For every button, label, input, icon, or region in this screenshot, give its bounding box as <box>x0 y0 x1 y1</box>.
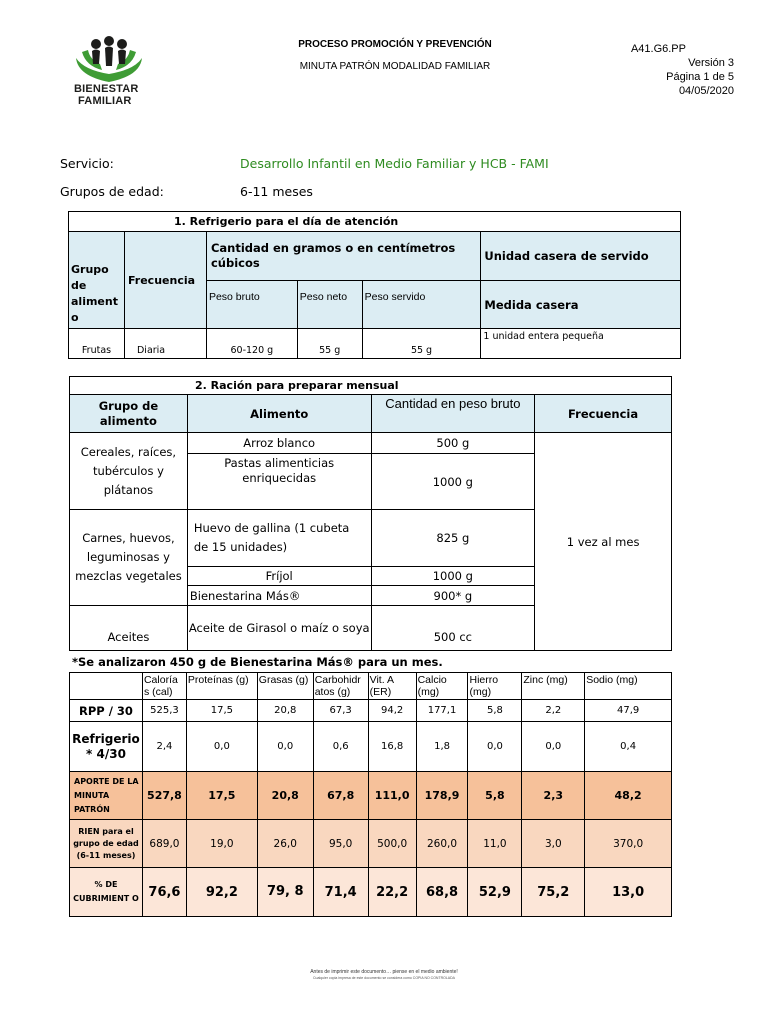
snack-table <box>68 211 681 359</box>
cell-value: 5,8 <box>468 700 522 722</box>
logo-text-familiar: FAMILIAR <box>78 95 132 107</box>
cell-value: 111,0 <box>368 772 416 820</box>
cell-value: 0,0 <box>257 722 313 772</box>
cell-value: 20,8 <box>257 772 313 820</box>
col-frequency: Frecuencia <box>535 395 672 433</box>
row-frequency: Diaria <box>124 329 206 359</box>
nutrient-header: Calcio (mg) <box>416 673 468 700</box>
food-qty: 500 g <box>371 433 535 454</box>
cell-value: 67,3 <box>313 700 368 722</box>
cell-value: 0,0 <box>468 722 522 772</box>
cell-value: 500,0 <box>368 820 416 868</box>
cell-value: 260,0 <box>416 820 468 868</box>
col-food-group: Grupo de alimento <box>70 395 188 433</box>
footer-copy-notice: Cualquier copia impresa de este documento se considera como COPIA NO CONTROLADA <box>312 976 455 980</box>
cell-value: 0,4 <box>585 722 672 772</box>
row-food-group: Frutas <box>69 329 125 359</box>
table-row <box>70 820 672 868</box>
col-gross-weight: Peso bruto <box>206 281 297 329</box>
cell-value: 76,6 <box>142 868 186 917</box>
cell-value: 13,0 <box>585 868 672 917</box>
col-household-unit: Unidad casera de servido <box>481 232 681 281</box>
cell-value: 47,9 <box>585 700 672 722</box>
table-row <box>70 868 672 917</box>
nutrient-header: Proteínas (g) <box>186 673 257 700</box>
cell-value: 68,8 <box>416 868 468 917</box>
nutrient-header: Carbohidr atos (g) <box>313 673 368 700</box>
food-item: Aceite de Girasol o maíz o soya <box>187 606 371 651</box>
cell-value: 370,0 <box>585 820 672 868</box>
col-quantity: Cantidad en gramos o en centímetros cúbicos <box>206 232 480 281</box>
row-label: Refrigerio * 4/30 <box>70 722 143 772</box>
document-version: Versión 3 <box>688 57 734 69</box>
row-served-weight: 55 g <box>362 329 481 359</box>
cell-value: 20,8 <box>257 700 313 722</box>
col-household-measure: Medida casera <box>481 281 681 329</box>
nutrition-table <box>69 672 672 917</box>
col-food-group: Grupo de aliment o <box>69 232 125 329</box>
cell-value: 2,2 <box>522 700 585 722</box>
cell-value: 527,8 <box>142 772 186 820</box>
cell-value: 2,3 <box>522 772 585 820</box>
cell-value: 525,3 <box>142 700 186 722</box>
group-proteins: Carnes, huevos, leguminosas y mezclas vegetales <box>70 510 188 606</box>
row-label: APORTE DE LA MINUTA PATRÓN <box>70 772 143 820</box>
col-gross-quantity: Cantidad en peso bruto <box>371 395 535 433</box>
footer-notice: Antes de imprimir este documento… piense en el medio ambiente! <box>310 969 458 975</box>
document-date: 04/05/2020 <box>678 85 734 97</box>
cell-value: 11,0 <box>468 820 522 868</box>
cell-value: 22,2 <box>368 868 416 917</box>
nutrient-header: Sodio (mg) <box>585 673 672 700</box>
monthly-ration-table <box>69 376 672 651</box>
cell-value: 67,8 <box>313 772 368 820</box>
cell-value: 3,0 <box>522 820 585 868</box>
cell-value: 17,5 <box>186 700 257 722</box>
cell-value: 0,6 <box>313 722 368 772</box>
table-row <box>70 700 672 722</box>
service-value: Desarrollo Infantil en Medio Familiar y HCB - FAMI <box>240 156 549 171</box>
service-label: Servicio: <box>60 156 114 171</box>
cell-value: 75,2 <box>522 868 585 917</box>
food-qty: 900* g <box>371 586 535 606</box>
nutrient-header: Caloría s (cal) <box>142 673 186 700</box>
cell-value: 689,0 <box>142 820 186 868</box>
cell-value: 0,0 <box>186 722 257 772</box>
nutrient-header: Grasas (g) <box>257 673 313 700</box>
cell-value: 1,8 <box>416 722 468 772</box>
nutrient-header: Zinc (mg) <box>522 673 585 700</box>
bienestarina-note: *Se analizaron 450 g de Bienestarina Más® para un mes. <box>72 655 443 669</box>
food-qty: 500 cc <box>371 606 535 651</box>
family-hands-icon <box>72 36 146 84</box>
document-meta <box>631 42 734 98</box>
row-net-weight: 55 g <box>297 329 362 359</box>
cell-value: 95,0 <box>313 820 368 868</box>
cell-value: 48,2 <box>585 772 672 820</box>
cell-value: 2,4 <box>142 722 186 772</box>
food-item: Pastas alimenticias enriquecidas <box>187 454 371 510</box>
food-item: Fríjol <box>187 567 371 586</box>
nutrient-header: Vit. A (ER) <box>368 673 416 700</box>
cell-value: 16,8 <box>368 722 416 772</box>
ration-table-title: 2. Ración para preparar mensual <box>70 377 672 395</box>
cell-value: 17,5 <box>186 772 257 820</box>
cell-value: 52,9 <box>468 868 522 917</box>
cell-value: 71,4 <box>313 868 368 917</box>
col-served-weight: Peso servido <box>362 281 481 329</box>
food-qty: 1000 g <box>371 454 535 510</box>
cell-value: 0,0 <box>522 722 585 772</box>
document-title: PROCESO PROMOCIÓN Y PREVENCIÓN <box>298 39 492 50</box>
table-row <box>70 722 672 772</box>
row-label: RIEN para el grupo de edad (6-11 meses) <box>70 820 143 868</box>
ration-frequency: 1 vez al mes <box>535 433 672 651</box>
col-food: Alimento <box>187 395 371 433</box>
col-frequency: Frecuencia <box>124 232 206 329</box>
food-qty: 825 g <box>371 510 535 567</box>
cell-value: 177,1 <box>416 700 468 722</box>
age-group-label: Grupos de edad: <box>60 184 164 199</box>
col-net-weight: Peso neto <box>297 281 362 329</box>
cell-value: 178,9 <box>416 772 468 820</box>
row-household-measure: 1 unidad entera pequeña <box>481 329 681 359</box>
food-item: Arroz blanco <box>187 433 371 454</box>
group-cereals: Cereales, raíces, tubérculos y plátanos <box>70 433 188 510</box>
document-code: A41.G6.PP <box>630 43 686 55</box>
food-item: Bienestarina Más® <box>187 586 371 606</box>
nutrient-header-blank <box>70 673 143 700</box>
cell-value: 94,2 <box>368 700 416 722</box>
cell-value: 5,8 <box>468 772 522 820</box>
snack-table-title: 1. Refrigerio para el día de atención <box>69 212 681 232</box>
age-group-value: 6-11 meses <box>240 184 313 199</box>
cell-value: 79, 8 <box>257 868 313 917</box>
row-label: % DE CUBRIMIENT O <box>70 868 143 917</box>
nutrient-header: Hierro (mg) <box>468 673 522 700</box>
row-label: RPP / 30 <box>70 700 143 722</box>
group-oils: Aceites <box>70 606 188 651</box>
document-page: Página 1 de 5 <box>666 71 734 83</box>
table-row <box>70 772 672 820</box>
document-subtitle: MINUTA PATRÓN MODALIDAD FAMILIAR <box>299 61 491 72</box>
cell-value: 26,0 <box>257 820 313 868</box>
cell-value: 19,0 <box>186 820 257 868</box>
row-gross-weight: 60-120 g <box>206 329 297 359</box>
food-qty: 1000 g <box>371 567 535 586</box>
logo-text-bienestar: BIENESTAR <box>74 83 139 95</box>
cell-value: 92,2 <box>186 868 257 917</box>
food-item: Huevo de gallina (1 cubeta de 15 unidades) <box>187 510 371 567</box>
